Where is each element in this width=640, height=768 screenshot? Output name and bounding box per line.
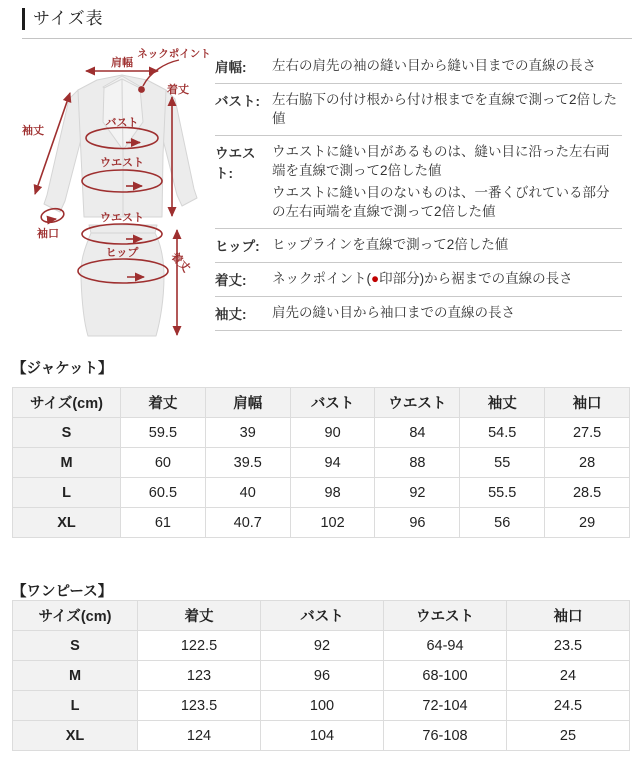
value-cell: 68-100 bbox=[384, 661, 507, 691]
value-cell: 24 bbox=[507, 661, 630, 691]
column-header: サイズ(cm) bbox=[13, 601, 138, 631]
size-cell: M bbox=[13, 661, 138, 691]
jacket-size-table bbox=[12, 387, 630, 538]
size-cell: XL bbox=[13, 721, 138, 751]
value-cell: 122.5 bbox=[138, 631, 261, 661]
shoulder-width-label: 肩幅 bbox=[111, 57, 133, 69]
size-cell: XL bbox=[13, 508, 121, 538]
value-cell: 39 bbox=[205, 418, 290, 448]
header-divider bbox=[22, 38, 632, 39]
value-cell: 124 bbox=[138, 721, 261, 751]
value-cell: 72-104 bbox=[384, 691, 507, 721]
column-header: ウエスト bbox=[375, 388, 460, 418]
definition-row-length bbox=[215, 263, 622, 297]
value-cell: 61 bbox=[121, 508, 206, 538]
definition-description: ヒップラインを直線で測って2倍した値 bbox=[272, 237, 509, 252]
neck-point-dot bbox=[138, 86, 145, 93]
size-diagram bbox=[10, 42, 220, 350]
column-header: 着丈 bbox=[138, 601, 261, 631]
definition-row-waist bbox=[215, 136, 622, 229]
value-cell: 90 bbox=[290, 418, 375, 448]
definition-row-bust bbox=[215, 84, 622, 136]
onepiece-size-table bbox=[12, 600, 630, 751]
definition-term: 着丈: bbox=[215, 273, 247, 288]
garment-illustration bbox=[44, 75, 197, 336]
value-cell: 24.5 bbox=[507, 691, 630, 721]
value-cell: 84 bbox=[375, 418, 460, 448]
column-header: 袖丈 bbox=[460, 388, 545, 418]
table-row bbox=[13, 721, 630, 751]
measurement-definitions bbox=[215, 50, 622, 331]
section-title-onepiece: 【ワンピース】 bbox=[12, 584, 113, 600]
column-header: バスト bbox=[290, 388, 375, 418]
section-title-jacket: 【ジャケット】 bbox=[12, 361, 113, 377]
definition-term: 袖丈: bbox=[215, 307, 247, 322]
table-header-row bbox=[13, 601, 630, 631]
value-cell: 54.5 bbox=[460, 418, 545, 448]
size-cell: L bbox=[13, 691, 138, 721]
value-cell: 55.5 bbox=[460, 478, 545, 508]
size-cell: S bbox=[13, 418, 121, 448]
cuff-arrow bbox=[48, 219, 56, 220]
neck-point-label: ネックポイント bbox=[137, 48, 211, 60]
table-row bbox=[13, 448, 630, 478]
value-cell: 40.7 bbox=[205, 508, 290, 538]
definition-term: バスト: bbox=[215, 94, 260, 109]
skirt-length-label: 着丈 bbox=[168, 250, 193, 275]
value-cell: 56 bbox=[460, 508, 545, 538]
value-cell: 59.5 bbox=[121, 418, 206, 448]
column-header: 袖口 bbox=[545, 388, 630, 418]
definition-row-hip bbox=[215, 229, 622, 263]
column-header: ウエスト bbox=[384, 601, 507, 631]
value-cell: 23.5 bbox=[507, 631, 630, 661]
value-cell: 100 bbox=[261, 691, 384, 721]
definition-description: 左右の肩先の袖の縫い目から縫い目までの直線の長さ bbox=[272, 58, 596, 73]
definition-term: ヒップ: bbox=[215, 239, 260, 254]
definition-description: 肩先の縫い目から袖口までの直線の長さ bbox=[272, 305, 515, 320]
definition-term: 肩幅: bbox=[215, 60, 247, 75]
table-row bbox=[13, 631, 630, 661]
definition-row-sleeve-length bbox=[215, 297, 622, 331]
value-cell: 28.5 bbox=[545, 478, 630, 508]
jacket-length-label: 着丈 bbox=[167, 84, 189, 96]
value-cell: 123.5 bbox=[138, 691, 261, 721]
definition-description: ネックポイント(●印部分)から裾までの直線の長さ bbox=[272, 271, 573, 286]
value-cell: 55 bbox=[460, 448, 545, 478]
size-cell: S bbox=[13, 631, 138, 661]
value-cell: 94 bbox=[290, 448, 375, 478]
hip-label: ヒップ bbox=[105, 247, 139, 259]
value-cell: 76-108 bbox=[384, 721, 507, 751]
column-header: バスト bbox=[261, 601, 384, 631]
column-header: 着丈 bbox=[121, 388, 206, 418]
table-row bbox=[13, 418, 630, 448]
table-row bbox=[13, 478, 630, 508]
jacket-waist-label: ウエスト bbox=[100, 157, 144, 169]
table-header-row bbox=[13, 388, 630, 418]
size-cell: L bbox=[13, 478, 121, 508]
value-cell: 29 bbox=[545, 508, 630, 538]
value-cell: 96 bbox=[375, 508, 460, 538]
value-cell: 60.5 bbox=[121, 478, 206, 508]
definition-row-shoulder-width bbox=[215, 50, 622, 84]
bust-label: バスト bbox=[105, 117, 139, 129]
value-cell: 60 bbox=[121, 448, 206, 478]
definition-description: 左右脇下の付け根から付け根までを直線で測って2倍した値 bbox=[272, 92, 618, 126]
column-header: 肩幅 bbox=[205, 388, 290, 418]
value-cell: 96 bbox=[261, 661, 384, 691]
value-cell: 92 bbox=[375, 478, 460, 508]
value-cell: 123 bbox=[138, 661, 261, 691]
value-cell: 104 bbox=[261, 721, 384, 751]
size-cell: M bbox=[13, 448, 121, 478]
value-cell: 27.5 bbox=[545, 418, 630, 448]
column-header: サイズ(cm) bbox=[13, 388, 121, 418]
sleeve-length-label: 袖丈 bbox=[22, 125, 44, 137]
cuff-ellipse bbox=[40, 207, 65, 224]
value-cell: 92 bbox=[261, 631, 384, 661]
definition-description: ウエストに縫い目があるものは、縫い目に沿った左右両端を直線で測って2倍した値 ウエストに縫い目のないものは、一番くびれている部分の左右両端を直線で測って2倍した値 bbox=[272, 144, 610, 219]
column-header: 袖口 bbox=[507, 601, 630, 631]
table-row bbox=[13, 691, 630, 721]
value-cell: 39.5 bbox=[205, 448, 290, 478]
page-title: サイズ表 bbox=[22, 8, 104, 30]
table-row bbox=[13, 661, 630, 691]
red-dot-mark: ● bbox=[371, 271, 380, 286]
value-cell: 102 bbox=[290, 508, 375, 538]
value-cell: 25 bbox=[507, 721, 630, 751]
value-cell: 64-94 bbox=[384, 631, 507, 661]
definition-term: ウエスト: bbox=[215, 146, 256, 181]
table-row bbox=[13, 508, 630, 538]
value-cell: 40 bbox=[205, 478, 290, 508]
value-cell: 88 bbox=[375, 448, 460, 478]
value-cell: 28 bbox=[545, 448, 630, 478]
skirt-waist-label: ウエスト bbox=[100, 212, 144, 224]
value-cell: 98 bbox=[290, 478, 375, 508]
cuff-label: 袖口 bbox=[37, 228, 59, 240]
